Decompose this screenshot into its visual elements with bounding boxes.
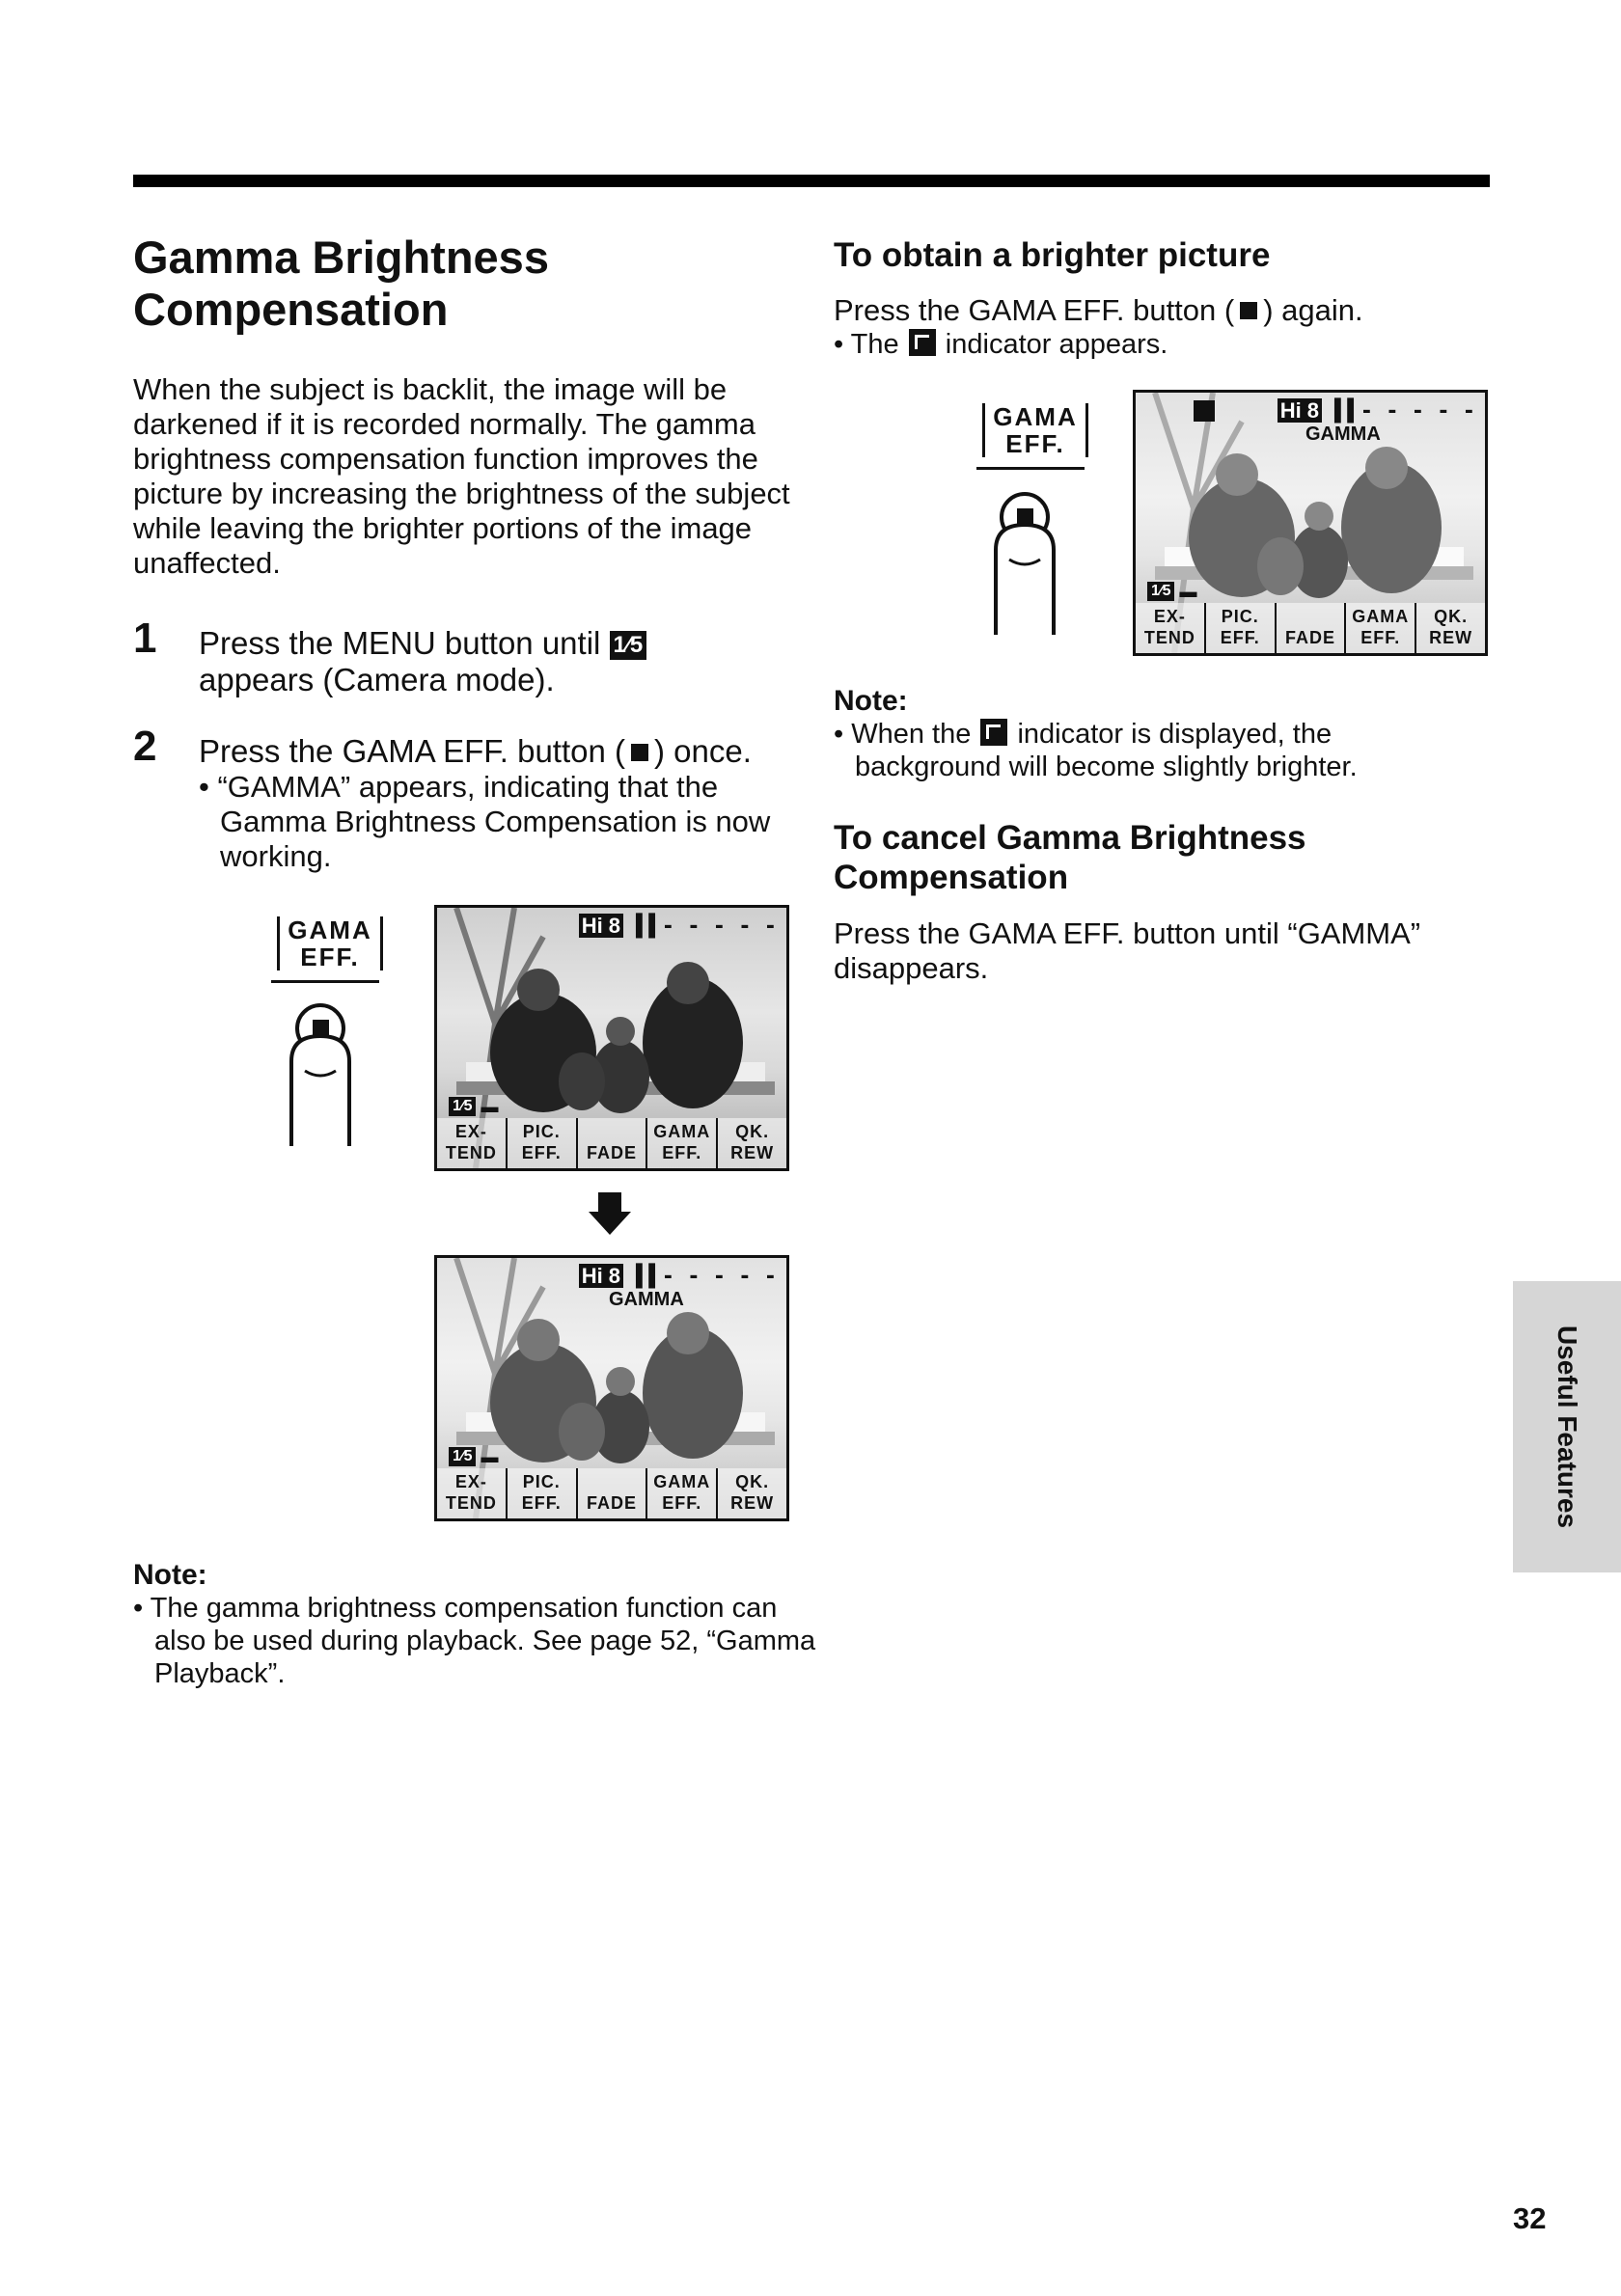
- hud-menu-item: GAMA EFF.: [1344, 603, 1415, 653]
- hud-menu-bar: [1136, 603, 1485, 653]
- viewfinder-screen-brighter: [1133, 390, 1488, 656]
- hud-menu-item: QK. REW: [1415, 603, 1485, 653]
- gamma-indicator-icon: [1194, 400, 1215, 422]
- page-number: 32: [1513, 2201, 1547, 2235]
- hud-battery: 1⁄5 ▬: [449, 1447, 498, 1467]
- step-1-text: Press the MENU button until 1⁄5 appears (Camera mode).: [199, 625, 778, 698]
- hud-menu-item: EX- TEND: [1143, 607, 1195, 647]
- hud-tape-status: Hi 8 ▌▌- - - - -: [1278, 398, 1475, 424]
- gamma-indicator-icon: [980, 719, 1007, 746]
- page-title: Gamma Brightness Compensation: [133, 232, 549, 335]
- hud-menu-item: FADE: [1275, 603, 1345, 653]
- hud-menu-item: FADE: [576, 1468, 646, 1518]
- hud-menu-item: EX- TEND: [445, 1122, 497, 1162]
- hud-tape-status: Hi 8 ▌▌- - - - -: [579, 914, 777, 939]
- battery-icon: ▬: [481, 1447, 499, 1466]
- hud-menu-item: EX- TEND: [445, 1472, 497, 1513]
- finger-press-icon: [280, 994, 376, 1148]
- gamma-indicator-icon: [909, 329, 936, 356]
- square-icon: [1240, 302, 1257, 319]
- menu-page-badge: 1⁄5: [610, 631, 647, 660]
- cancel-text: Press the GAMA EFF. button until “GAMMA” disappears.: [834, 916, 1421, 985]
- gama-eff-button-illustration: GAMA EFF.: [982, 403, 1098, 470]
- hud-menu-bar: [437, 1118, 786, 1168]
- hud-gamma-label: GAMMA: [609, 1289, 684, 1310]
- viewfinder-screen-after: [434, 1255, 789, 1521]
- hud-menu-item: GAMA EFF.: [646, 1468, 716, 1518]
- viewfinder-screen-before: [434, 905, 789, 1171]
- hud-menu-item: PIC. EFF.: [506, 1118, 576, 1168]
- battery-icon: ▬: [481, 1097, 499, 1116]
- hud-battery: 1⁄5 ▬: [1147, 582, 1196, 602]
- brighter-heading: To obtain a brighter picture: [834, 236, 1271, 274]
- step-2-bullet: • “GAMMA” appears, indicating that the Gamma Brightness Compensation is now working.: [199, 770, 771, 873]
- intro-paragraph: When the subject is backlit, the image will be darkened if it is recorded normally. The gamma brightness compensation function improves the picture by increasing the brightness of the subject while leaving the brighter portions of the image unaffected.: [133, 372, 790, 580]
- gama-eff-button-illustration: GAMA EFF.: [277, 916, 393, 983]
- hud-menu-item: PIC. EFF.: [506, 1468, 576, 1518]
- hud-menu-item: QK. REW: [716, 1118, 786, 1168]
- brighter-bullet: • The indicator appears.: [834, 329, 1168, 360]
- hud-menu-item: GAMA EFF.: [646, 1118, 716, 1168]
- square-icon: [631, 744, 648, 761]
- battery-icon: ▬: [1179, 582, 1197, 601]
- note-left-title: Note:: [133, 1559, 207, 1591]
- step-number-1: 1: [133, 615, 157, 662]
- finger-press-icon: [984, 482, 1081, 637]
- down-arrow-icon: [589, 1192, 631, 1235]
- hud-menu-item: QK. REW: [716, 1468, 786, 1518]
- top-rule: [133, 175, 1490, 187]
- hud-gamma-label: GAMMA: [1305, 424, 1381, 445]
- note-right-text: • When the indicator is displayed, the background will become slightly brighter.: [834, 719, 1358, 782]
- brighter-text: Press the GAMA EFF. button ( ) again.: [834, 293, 1363, 327]
- hud-menu-bar: [437, 1468, 786, 1518]
- hud-menu-item: PIC. EFF.: [1204, 603, 1275, 653]
- note-right-title: Note:: [834, 685, 908, 717]
- hud-tape-status: Hi 8 ▌▌- - - - -: [579, 1264, 777, 1289]
- note-left-text: • The gamma brightness compensation function can also be used during playback. See page 52, “Gamma Playback”.: [133, 1593, 816, 1689]
- step-number-2: 2: [133, 723, 157, 770]
- hud-menu-item: FADE: [576, 1118, 646, 1168]
- step-2-text: Press the GAMA EFF. button ( ) once.: [199, 733, 752, 769]
- cancel-heading: To cancel Gamma Brightness Compensation: [834, 819, 1306, 896]
- section-side-tab: Useful Features: [1513, 1281, 1621, 1572]
- hud-battery: 1⁄5 ▬: [449, 1097, 498, 1117]
